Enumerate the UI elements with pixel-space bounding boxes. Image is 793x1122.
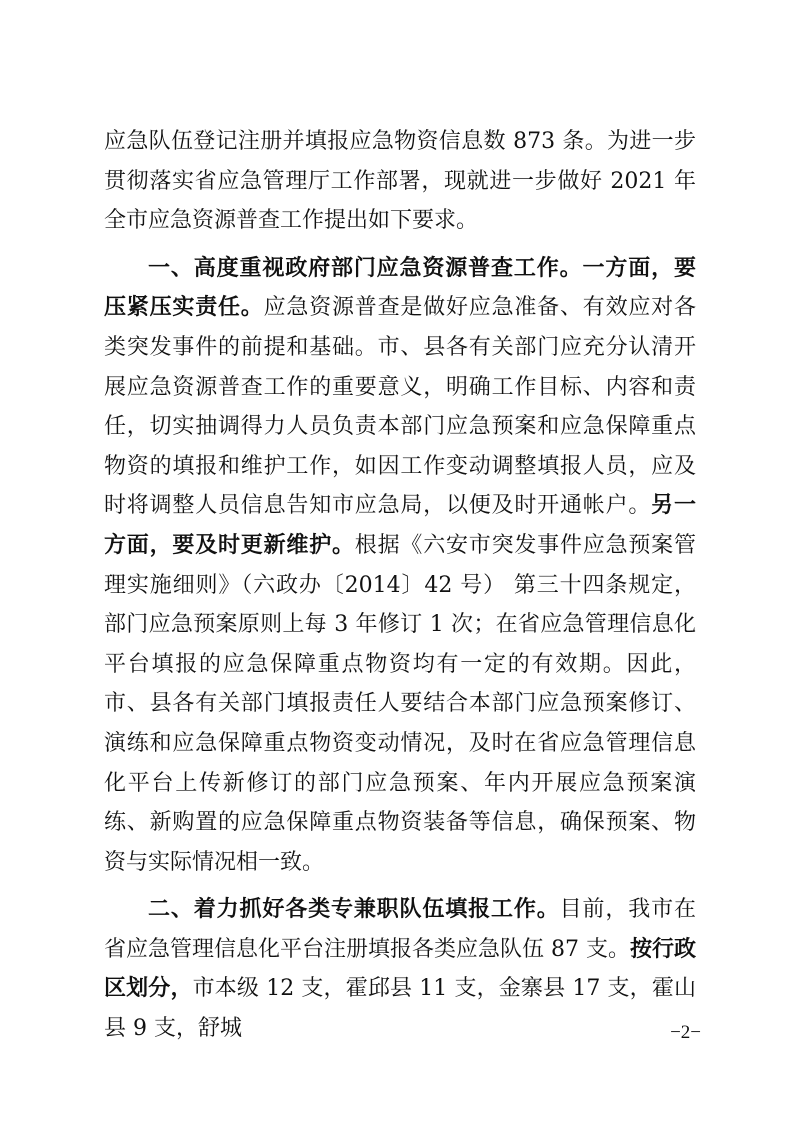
paragraph-intro-text: 应急队伍登记注册并填报应急物资信息数 873 条。为进一步贯彻落实省应急管理厅工作部署，现就进一步做好 2021 年全市应急资源普查工作提出如下要求。 <box>104 129 696 234</box>
section-2-lead-1: 按行政区划分， <box>104 936 696 1002</box>
document-body <box>104 122 696 1057</box>
section-2-body-2: 市本级 12 支，霍邱县 11 支，金寨县 17 支，霍山县 9 支，舒城 <box>104 976 696 1042</box>
section-1-lead-2: 另一方面，要及时更新维护。 <box>104 493 696 558</box>
section-2-body-1: 目前，我市在省应急管理信息化平台注册填报各类应急队伍 87 支。 <box>104 897 696 962</box>
paragraph-section-1 <box>104 249 696 883</box>
paragraph-section-2 <box>104 890 696 1048</box>
section-2-heading: 二、着力抓好各类专兼职队伍填报工作。 <box>148 897 560 923</box>
section-1-body-1: 应急资源普查是做好应急准备、有效应对各类突发事件的前提和基础。市、县各有关部门应充分认清开展应急资源普查工作的重要意义，明确工作目标、内容和责任，切实抽调得力人员负责本部门应急预案和应急保障重点物资的填报和维护工作，如因工作变动调整填报人员，应及时将调整人员信息告知市应急局，以便及时开通帐户。 <box>104 295 696 519</box>
section-1-heading: 一、高度重视政府部门应急资源普查工作。 <box>148 255 583 281</box>
page-number: −2− <box>670 1022 701 1043</box>
section-1-body-2: 根据《六安市突发事件应急预案管理实施细则》（六政办〔2014〕42 号） 第三十四条规定，部门应急预案原则上每 3 年修订 1 次；在省应急管理信息化平台填报的应急保障重点物资均有一定的有效期。因此，市、县各有关部门填报责任人要结合本部门应急预案修订、演练和应急保障重点物资变动情况，及时在省应急管理信息化平台上传新修订的部门应急预案、年内开展应急预案演练、新购置的应急保障重点物资装备等信息，确保预案、物资与实际情况相一致。 <box>104 532 696 875</box>
section-1-lead-1: 一方面，要压紧压实责任。 <box>104 255 696 321</box>
paragraph-intro <box>104 122 696 241</box>
